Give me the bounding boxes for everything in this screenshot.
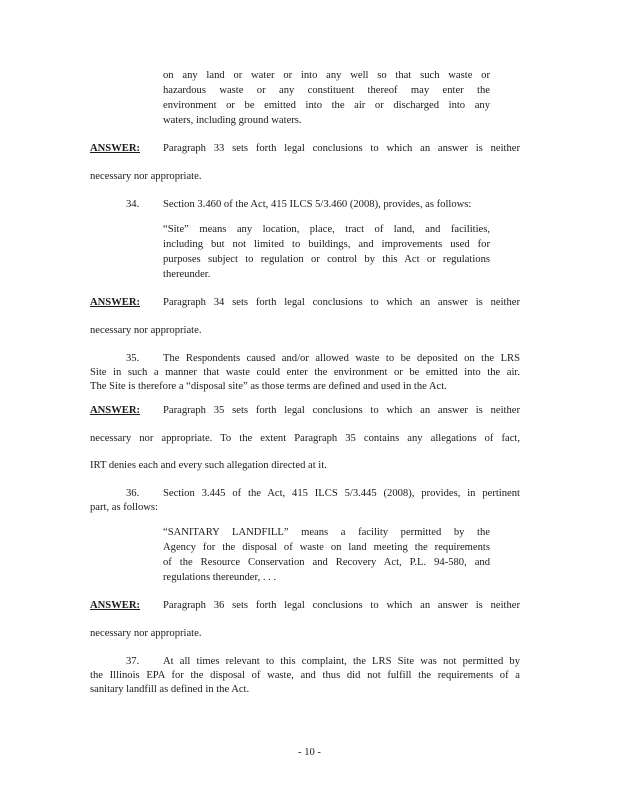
quote-34-line-2: including but not limited to buildings, and improvements used for [163, 239, 490, 250]
paragraph-35-line-1: The Respondents caused and/or allowed waste to be deposited on the LRS [163, 353, 520, 364]
quote-36-line-1: “SANITARY LANDFILL” means a facility permitted by the [163, 527, 490, 538]
paragraph-36-line-1: Section 3.445 of the Act, 415 ILCS 5/3.445 (2008), provides, in pertinent [163, 488, 520, 499]
quote-33-line-2: hazardous waste or any constituent thereof may enter the [163, 85, 490, 96]
answer-34-line-1: Paragraph 34 sets forth legal conclusions to which an answer is neither [163, 297, 520, 308]
answer-33-line-1: Paragraph 33 sets forth legal conclusions to which an answer is neither [163, 143, 520, 154]
paragraph-37-line-2: the Illinois EPA for the disposal of waste, and thus did not fulfill the requirements of a [90, 670, 520, 681]
answer-36-line-2: necessary nor appropriate. [90, 628, 202, 639]
answer-36-label: ANSWER: [90, 600, 141, 611]
answer-34-label: ANSWER: [90, 297, 141, 308]
answer-35-line-2: necessary nor appropriate. To the extent Paragraph 35 contains any allegations of fact, [90, 433, 520, 444]
quote-36-line-4: regulations thereunder, . . . [163, 572, 277, 583]
quote-36-line-3: of the Resource Conservation and Recovery Act, P.L. 94-580, and [163, 557, 490, 568]
paragraph-37-line-1: At all times relevant to this complaint, the LRS Site was not permitted by [163, 656, 520, 667]
quote-33-line-3: environment or be emitted into the air or discharged into any [163, 100, 490, 111]
answer-33-line-2: necessary nor appropriate. [90, 171, 202, 182]
quote-36-line-2: Agency for the disposal of waste on land meeting the requirements [163, 542, 490, 553]
paragraph-35-line-3: The Site is therefore a “disposal site” as those terms are defined and used in the Act. [90, 381, 447, 392]
paragraph-36-line-2: part, as follows: [90, 502, 158, 513]
quote-34-line-4: thereunder. [163, 269, 211, 280]
answer-36-line-1: Paragraph 36 sets forth legal conclusions to which an answer is neither [163, 600, 520, 611]
page-number: - 10 - [298, 747, 321, 758]
paragraph-35-line-2: Site in such a manner that waste could enter the environment or be emitted into the air. [90, 367, 520, 378]
answer-35-label: ANSWER: [90, 405, 141, 416]
paragraph-35-number: 35. [126, 353, 140, 364]
paragraph-37-line-3: sanitary landfill as defined in the Act. [90, 684, 250, 695]
paragraph-34-text: Section 3.460 of the Act, 415 ILCS 5/3.460 (2008), provides, as follows: [163, 199, 472, 210]
quote-34-line-1: “Site” means any location, place, tract of land, and facilities, [163, 224, 490, 235]
paragraph-36-number: 36. [126, 488, 140, 499]
paragraph-37-number: 37. [126, 656, 140, 667]
answer-34-line-2: necessary nor appropriate. [90, 325, 202, 336]
quote-34-line-3: purposes subject to regulation or control by this Act or regulations [163, 254, 490, 265]
quote-33-line-4: waters, including ground waters. [163, 115, 302, 126]
paragraph-34-number: 34. [126, 199, 140, 210]
answer-35-line-3: IRT denies each and every such allegation directed at it. [90, 460, 327, 471]
quote-33-line-1: on any land or water or into any well so that such waste or [163, 70, 490, 81]
answer-33-label: ANSWER: [90, 143, 141, 154]
answer-35-line-1: Paragraph 35 sets forth legal conclusions to which an answer is neither [163, 405, 520, 416]
